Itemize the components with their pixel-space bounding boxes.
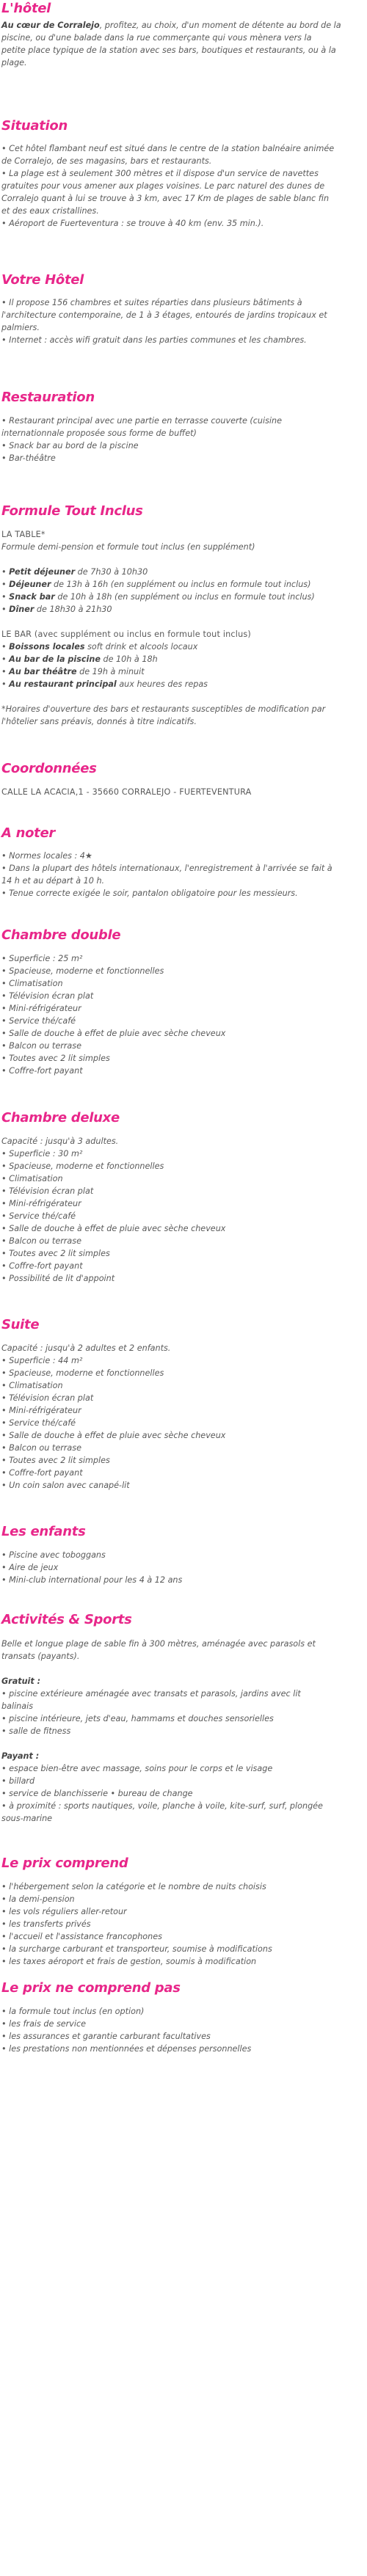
list-item: • Piscine avec toboggans <box>1 1550 106 1560</box>
section-body <box>1 19 364 69</box>
section-suite <box>1 1316 364 1492</box>
list-item: • Mini-club international pour les 4 à 12 ans <box>1 1575 183 1585</box>
section-body <box>1 850 364 900</box>
list-item: • les taxes aéroport et frais de gestion, soumis à modification <box>1 1957 257 1966</box>
list-item: • Coffre-fort payant <box>1 1468 83 1478</box>
list-item: • Salle de douche à effet de pluie avec sèche cheveux <box>1 1431 226 1440</box>
list-item: • les transferts privés <box>1 1919 91 1929</box>
text-line: l'architecture contemporaine, de 1 à 3 étages, entourés de jardins tropicaux et <box>1 310 327 320</box>
section-activites <box>1 1611 364 1825</box>
list-item: • la formule tout inclus (en option) <box>1 2007 145 2016</box>
list-item: • l'accueil et l'assistance francophones <box>1 1932 162 1941</box>
section-coordonnees <box>1 760 364 798</box>
list-item: • à proximité : sports nautiques, voile, planche à voile, kite-surf, surf, plongée <box>1 1801 323 1811</box>
bold-label: Boissons locales <box>9 642 85 652</box>
section-chambre-double <box>1 927 364 1077</box>
section-body <box>1 1342 364 1492</box>
list-item: • Au bar de la piscine de 10h à 18h <box>1 654 158 664</box>
section-a-noter <box>1 825 364 900</box>
list-item: • Un coin salon avec canapé-lit <box>1 1481 130 1490</box>
section-title: Chambre double <box>1 927 121 943</box>
list-item: • service de blanchisserie • bureau de change <box>1 1789 193 1798</box>
bold-label: Déjeuner <box>9 580 51 589</box>
section-body <box>1 415 364 464</box>
list-item: • Toutes avec 2 lit simples <box>1 1249 110 1258</box>
list-item: • Service thé/café <box>1 1211 76 1221</box>
text-line: internationnale proposée sous forme de buffet) <box>1 428 197 438</box>
section-body <box>1 1135 364 1285</box>
text-line <box>1 553 364 566</box>
list-item: • La plage est à seulement 300 mètres et il dispose d'un service de navettes <box>1 169 319 178</box>
list-item: • Toutes avec 2 lit simples <box>1 1456 110 1465</box>
section-title: Formule Tout Inclus <box>1 503 143 519</box>
section-body <box>1 1638 364 1825</box>
section-body <box>1 952 364 1077</box>
text-line: LE BAR (avec supplément ou inclus en formule tout inclus) <box>1 630 251 639</box>
section-situation <box>1 117 364 230</box>
section-title: Situation <box>1 118 68 134</box>
text-line <box>1 1663 364 1675</box>
list-item: • Télévision écran plat <box>1 991 94 1001</box>
section-body <box>1 2005 364 2055</box>
bold-label: Petit déjeuner <box>9 567 76 577</box>
list-item: • Toutes avec 2 lit simples <box>1 1054 110 1063</box>
list-item: • Au restaurant principal aux heures des repas <box>1 679 208 689</box>
section-title: Suite <box>1 1317 40 1332</box>
text-line: Corralejo quant à lui se trouve à 3 km, avec 17 Km de plages de sable blanc fin <box>1 194 330 203</box>
section-le-prix-comprend <box>1 1855 364 1968</box>
section-title: Le prix comprend <box>1 1856 128 1871</box>
list-item: • Aire de jeux <box>1 1563 59 1572</box>
section-body <box>1 528 364 728</box>
list-item: • Snack bar au bord de la piscine <box>1 441 139 450</box>
text-line: et des eaux cristallines. <box>1 206 99 216</box>
list-item: • Dans la plupart des hôtels internationaux, l'enregistrement à l'arrivée se fait à <box>1 864 333 873</box>
list-item: • billard <box>1 1776 35 1786</box>
section-title: Le prix ne comprend pas <box>1 1980 181 1996</box>
list-item: • Au bar théâtre de 19h à minuit <box>1 667 145 676</box>
text-line: transats (payants). <box>1 1652 80 1661</box>
section-body <box>1 142 364 230</box>
text-line <box>1 1750 364 1762</box>
list-item: • Service thé/café <box>1 1418 76 1428</box>
text-line: de Corralejo, de ses magasins, bars et restaurants. <box>1 156 212 166</box>
bold-label: Au bar théâtre <box>9 667 77 676</box>
text-line: *Horaires d'ouverture des bars et restaurants susceptibles de modification par <box>1 704 326 714</box>
text-line <box>1 1737 364 1750</box>
text-line: sous-marine <box>1 1814 53 1823</box>
text-line: balinais <box>1 1701 34 1711</box>
section-les-enfants <box>1 1523 364 1586</box>
section-body <box>1 1880 364 1968</box>
list-item: • Restaurant principal avec une partie en terrasse couverte (cuisine <box>1 416 283 426</box>
list-item: • Spacieuse, moderne et fonctionnelles <box>1 1161 164 1171</box>
list-item: • Déjeuner de 13h à 16h (en supplément ou inclus en formule tout inclus) <box>1 580 311 589</box>
text-line: Formule demi-pension et formule tout inclus (en supplément) <box>1 542 255 552</box>
bold-label: Snack bar <box>9 592 55 602</box>
list-item: • Possibilité de lit d'appoint <box>1 1274 115 1283</box>
section-title: Votre Hôtel <box>1 272 84 288</box>
list-item: • l'hébergement selon la catégorie et le nombre de nuits choisis <box>1 1882 266 1891</box>
text-line: piscine, ou d'une balade dans la rue commerçante qui vous mènera vers la <box>1 33 312 43</box>
list-item: • Balcon ou terrase <box>1 1443 81 1453</box>
list-item: • Mini-réfrigérateur <box>1 1406 81 1415</box>
list-item: • piscine intérieure, jets d'eau, hammams et douches sensorielles <box>1 1714 274 1723</box>
bold-label: Au cœur de Corralejo <box>1 21 100 30</box>
list-item: • Tenue correcte exigée le soir, pantalon obligatoire pour les messieurs. <box>1 889 298 898</box>
text-line: CALLE LA ACACIA,1 - 35660 CORRALEJO - FUERTEVENTURA <box>1 787 252 797</box>
list-item: • Salle de douche à effet de pluie avec sèche cheveux <box>1 1029 226 1038</box>
list-item: • Mini-réfrigérateur <box>1 1199 81 1208</box>
text-line: plage. <box>1 58 27 67</box>
list-item: • Service thé/café <box>1 1016 76 1026</box>
section-title: Chambre deluxe <box>1 1110 120 1125</box>
list-item: • Télévision écran plat <box>1 1186 94 1196</box>
list-item: • Climatisation <box>1 979 63 988</box>
list-item: • piscine extérieure aménagée avec transats et parasols, jardins avec lit <box>1 1689 301 1699</box>
text-line <box>1 616 364 628</box>
section-votre-hotel <box>1 271 364 346</box>
text-line: Belle et longue plage de sable fin à 300 mètres, aménagée avec parasols et <box>1 1639 316 1649</box>
list-item: • Coffre-fort payant <box>1 1066 83 1076</box>
list-item: • Superficie : 25 m² <box>1 954 83 963</box>
section-restauration <box>1 389 364 464</box>
list-item: • Mini-réfrigérateur <box>1 1004 81 1013</box>
list-item: • Internet : accès wifi gratuit dans les parties communes et les chambres. <box>1 335 307 345</box>
list-item: • Spacieuse, moderne et fonctionnelles <box>1 1368 164 1378</box>
bold-label: Au bar de la piscine <box>9 654 101 664</box>
list-item: • Balcon ou terrase <box>1 1041 81 1051</box>
section-body <box>1 296 364 346</box>
list-item: • Superficie : 30 m² <box>1 1149 83 1159</box>
text-line: l'hôtelier sans préavis, donnés à titre indicatifs. <box>1 717 197 726</box>
text-line: gratuites pour vous amener aux plages voisines. Le parc naturel des dunes de <box>1 181 325 191</box>
bold-label: Payant : <box>1 1751 40 1761</box>
text-line <box>1 690 364 703</box>
list-item: • Normes locales : 4★ <box>1 851 92 861</box>
section-title: A noter <box>1 825 55 841</box>
section-body <box>1 786 364 798</box>
list-item: • Aéroport de Fuerteventura : se trouve à 40 km (env. 35 min.). <box>1 219 264 228</box>
text-line: Au cœur de Corralejo, profitez, au choix, d'un moment de détente au bord de la <box>1 21 341 30</box>
text-line <box>1 1675 364 1687</box>
list-item: • la surcharge carburant et transporteur, soumise à modifications <box>1 1944 272 1954</box>
section-body <box>1 1549 364 1586</box>
text-line: LA TABLE* <box>1 530 46 539</box>
section-title: Coordonnées <box>1 761 97 776</box>
list-item: • Snack bar de 10h à 18h (en supplément ou inclus en formule tout inclus) <box>1 592 315 602</box>
list-item: • salle de fitness <box>1 1726 71 1736</box>
list-item: • Spacieuse, moderne et fonctionnelles <box>1 966 164 976</box>
list-item: • Superficie : 44 m² <box>1 1356 83 1365</box>
list-item: • Petit déjeuner de 7h30 à 10h30 <box>1 567 148 577</box>
section-chambre-deluxe <box>1 1109 364 1285</box>
section-le-prix-ne-comprend-pas <box>1 1980 364 2055</box>
text-line: petite place typique de la station avec ses bars, boutiques et restaurants, ou à la <box>1 45 336 55</box>
list-item: • la demi-pension <box>1 1894 75 1904</box>
section-formule <box>1 503 364 728</box>
list-item: • les vols réguliers aller-retour <box>1 1907 127 1916</box>
text-line: palmiers. <box>1 323 40 332</box>
text-line: Capacité : jusqu'à 3 adultes. <box>1 1136 119 1146</box>
section-title: Activités & Sports <box>1 1612 132 1627</box>
text-line: Capacité : jusqu'à 2 adultes et 2 enfants. <box>1 1343 171 1353</box>
list-item: • Bar-théâtre <box>1 453 56 463</box>
section-title: Les enfants <box>1 1524 86 1539</box>
list-item: • Télévision écran plat <box>1 1393 94 1403</box>
list-item: • Cet hôtel flambant neuf est situé dans le centre de la station balnéaire animée <box>1 144 335 153</box>
bold-label: Gratuit : <box>1 1676 41 1686</box>
bold-label: Au restaurant principal <box>9 679 117 689</box>
text-line: 14 h et au départ à 10 h. <box>1 876 105 886</box>
list-item: • Balcon ou terrase <box>1 1236 81 1246</box>
list-item: • Climatisation <box>1 1174 63 1183</box>
list-item: • Boissons locales soft drink et alcools locaux <box>1 642 198 652</box>
list-item: • espace bien-être avec massage, soins pour le corps et le visage <box>1 1764 273 1773</box>
list-item: • Climatisation <box>1 1381 63 1390</box>
bold-label: Dîner <box>9 605 34 614</box>
section-title: Restauration <box>1 390 95 405</box>
list-item: • les frais de service <box>1 2019 87 2029</box>
section-hotel <box>1 0 364 69</box>
list-item: • Salle de douche à effet de pluie avec sèche cheveux <box>1 1224 226 1233</box>
list-item: • Dîner de 18h30 à 21h30 <box>1 605 112 614</box>
list-item: • les prestations non mentionnées et dépenses personnelles <box>1 2044 252 2054</box>
list-item: • les assurances et garantie carburant facultatives <box>1 2032 211 2041</box>
list-item: • Coffre-fort payant <box>1 1261 83 1271</box>
section-title: L'hôtel <box>1 1 51 16</box>
list-item: • Il propose 156 chambres et suites réparties dans plusieurs bâtiments à <box>1 298 302 307</box>
